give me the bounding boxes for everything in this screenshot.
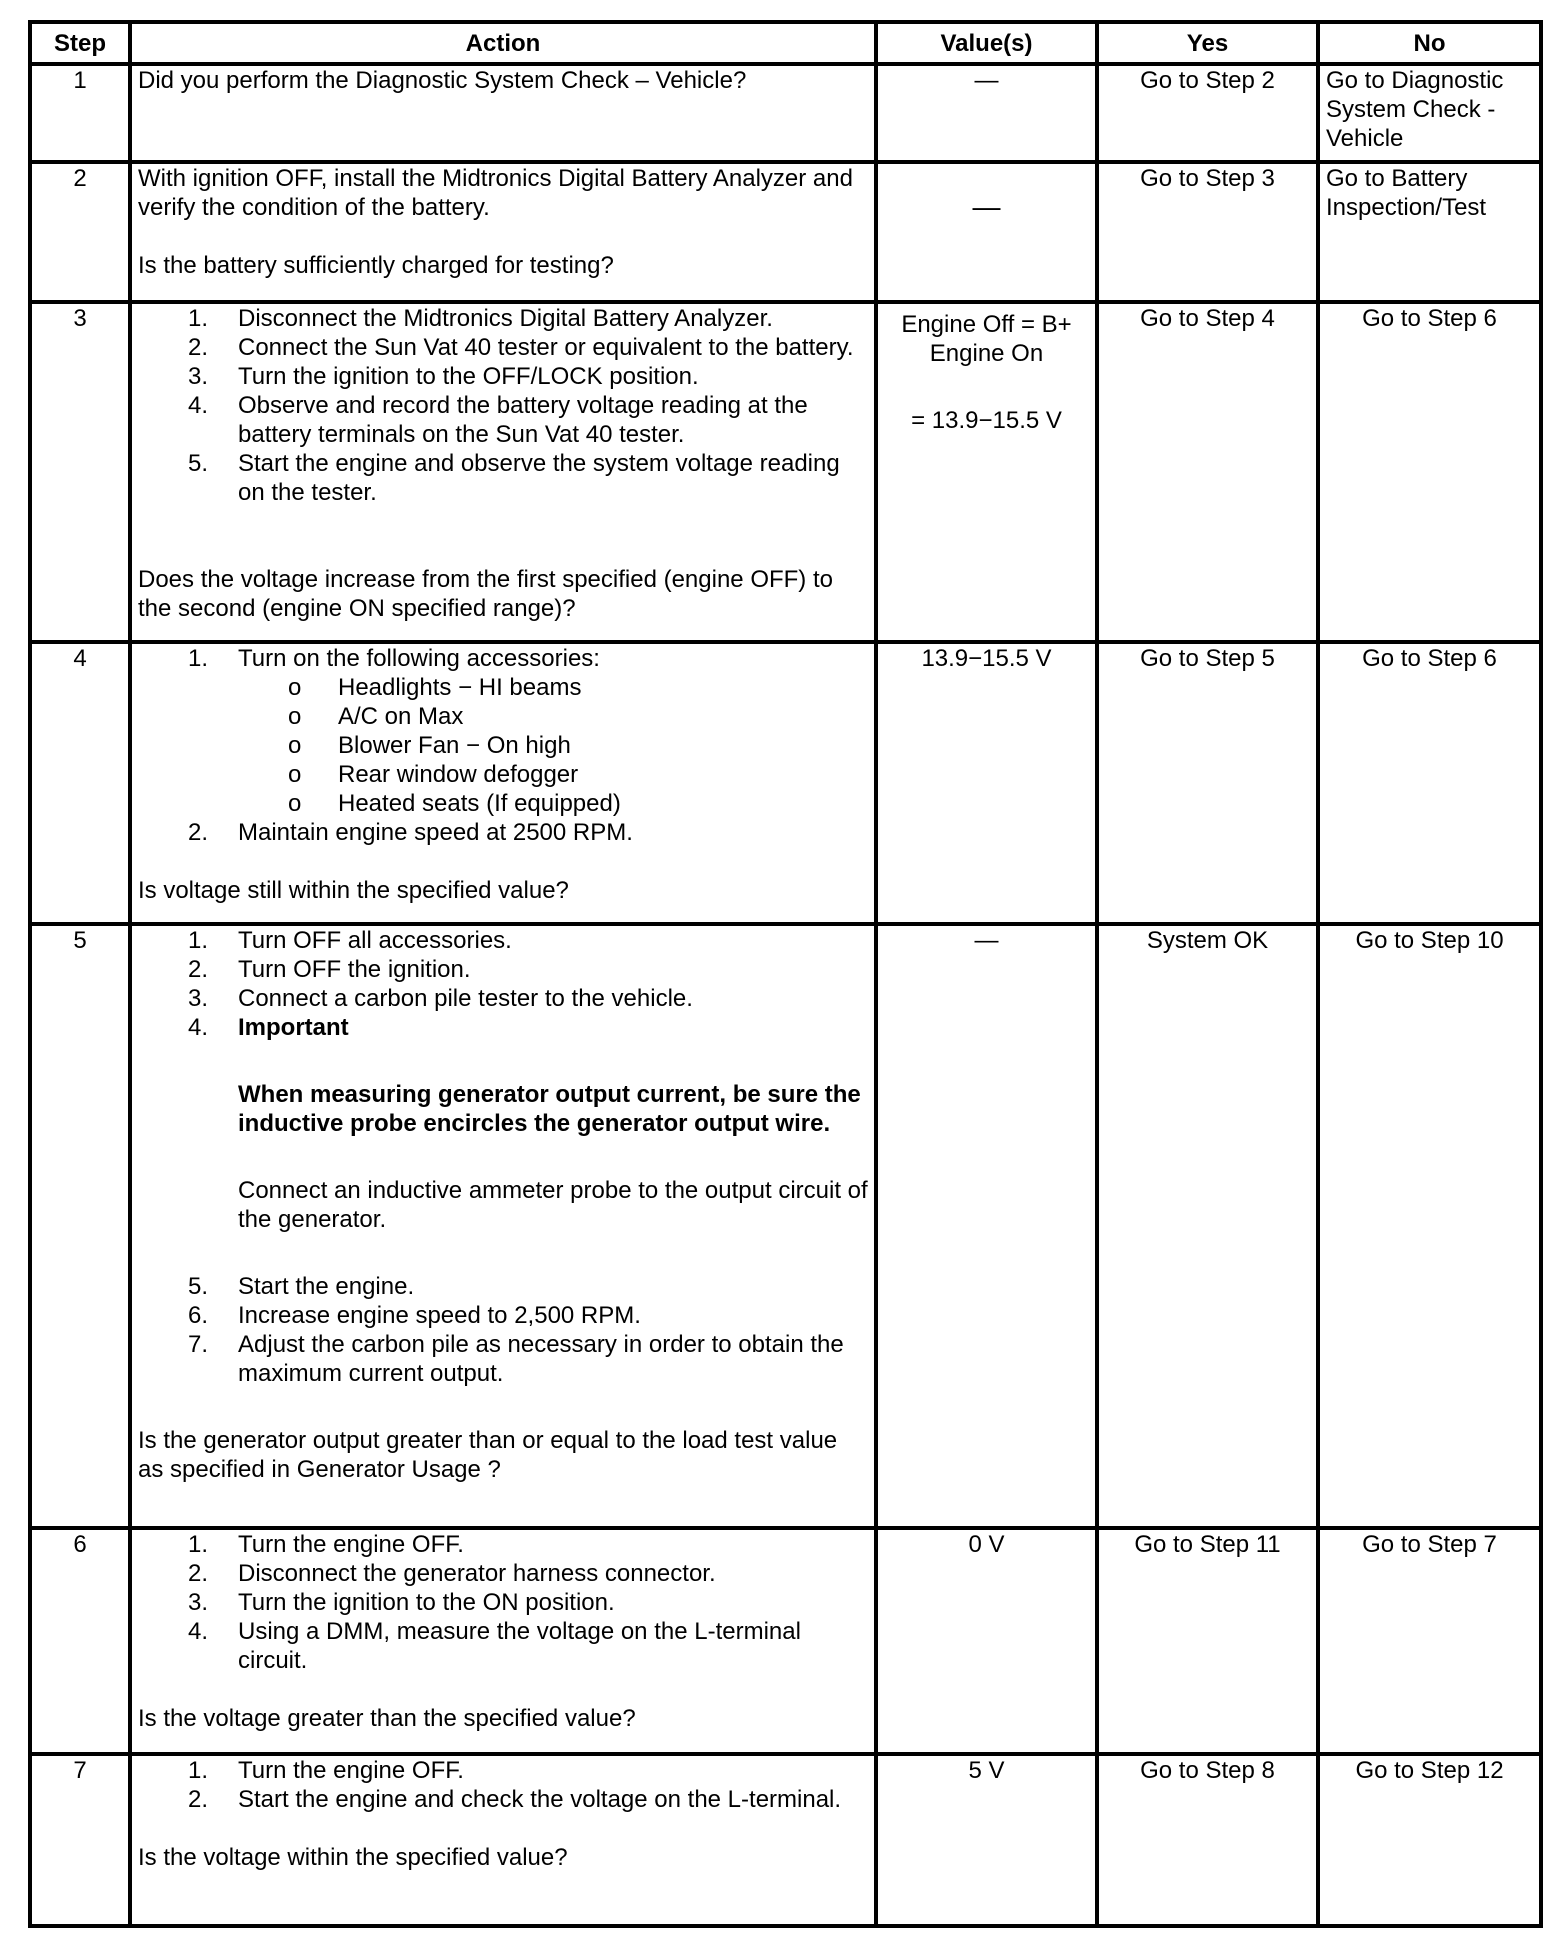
table-row-step-5	[30, 924, 1541, 1528]
action-question: Is the battery sufficiently charged for testing?	[138, 252, 614, 279]
value-line: Engine Off = B+	[901, 311, 1072, 338]
yes-cell: Go to Step 3	[1097, 162, 1318, 302]
action-cell	[130, 1528, 876, 1754]
yes-cell: Go to Step 5	[1097, 642, 1318, 924]
yes-cell: Go to Step 2	[1097, 64, 1318, 162]
list-item: 2. Start the engine and check the voltage on the L-terminal.	[188, 1786, 842, 1813]
yes-cell: System OK	[1097, 924, 1318, 1528]
no-cell: Go to Step 12	[1318, 1754, 1541, 1926]
yes-cell: Go to Step 4	[1097, 302, 1318, 642]
value-line: = 13.9−15.5 V	[911, 407, 1062, 434]
list-item: 4. Using a DMM, measure the voltage on the L-terminal circuit.	[188, 1618, 801, 1674]
list-item: 1. Turn the engine OFF.	[188, 1757, 464, 1784]
table-row-step-4	[30, 642, 1541, 924]
list-item: 2. Connect the Sun Vat 40 tester or equivalent to the battery.	[188, 334, 854, 361]
action-cell	[130, 162, 876, 302]
action-list	[138, 304, 868, 507]
action-text: With ignition OFF, install the Midtronics Digital Battery Analyzer and verify the condition of the battery.	[138, 165, 853, 221]
list-item: 1. Turn the engine OFF.	[188, 1531, 464, 1558]
value-cell: 13.9−15.5 V	[876, 642, 1097, 924]
list-item: 6. Increase engine speed to 2,500 RPM.	[188, 1302, 641, 1329]
action-cell	[130, 1754, 876, 1926]
action-list	[138, 926, 868, 1042]
table-row-step-6	[30, 1528, 1541, 1754]
no-cell: Go to Battery Inspection/Test	[1318, 162, 1541, 302]
important-label: Important	[238, 1014, 349, 1041]
list-item: 1. Turn OFF all accessories.	[188, 927, 512, 954]
important-note: When measuring generator output current, be sure the inductive probe encircles the generator output wire.	[238, 1081, 861, 1137]
action-list	[138, 1272, 868, 1388]
step-number: 1	[30, 64, 130, 162]
header-yes: Yes	[1097, 22, 1318, 64]
action-list	[138, 1530, 868, 1675]
list-item: o Heated seats (If equipped)	[288, 790, 621, 817]
action-question: Is the voltage greater than the specified value?	[138, 1705, 636, 1732]
list-item: 7. Adjust the carbon pile as necessary in order to obtain the maximum current output.	[188, 1331, 844, 1387]
action-question: Does the voltage increase from the first specified (engine OFF) to the second (engine ON specified range)?	[138, 566, 833, 622]
step-number: 7	[30, 1754, 130, 1926]
list-item: 4. Important	[188, 1014, 349, 1041]
action-list	[138, 1756, 868, 1814]
header-row	[30, 22, 1541, 64]
list-item: 3. Connect a carbon pile tester to the vehicle.	[188, 985, 693, 1012]
value-cell: —	[876, 162, 1097, 302]
yes-cell: Go to Step 11	[1097, 1528, 1318, 1754]
table-row-step-3	[30, 302, 1541, 642]
header-step: Step	[30, 22, 130, 64]
list-item: o A/C on Max	[288, 703, 464, 730]
list-item: o Headlights − HI beams	[288, 674, 582, 701]
list-item: 3. Turn the ignition to the ON position.	[188, 1589, 615, 1616]
table-row-step-7	[30, 1754, 1541, 1926]
value-line: Engine On	[929, 340, 1044, 367]
value-cell: 5 V	[876, 1754, 1097, 1926]
list-item: 2. Disconnect the generator harness connector.	[188, 1560, 716, 1587]
action-text: Did you perform the Diagnostic System Check – Vehicle?	[138, 67, 747, 94]
header-no: No	[1318, 22, 1541, 64]
no-cell: Go to Step 10	[1318, 924, 1541, 1528]
accessory-list	[138, 673, 868, 818]
list-item: o Rear window defogger	[288, 761, 579, 788]
action-question: Is the generator output greater than or equal to the load test value as specified in Generator Usage ?	[138, 1427, 838, 1483]
action-cell	[130, 642, 876, 924]
action-question: Is voltage still within the specified value?	[138, 877, 569, 904]
no-cell: Go to Diagnostic System Check - Vehicle	[1318, 64, 1541, 162]
yes-cell: Go to Step 8	[1097, 1754, 1318, 1926]
action-question: Is the voltage within the specified value?	[138, 1844, 568, 1871]
probe-instruction: Connect an inductive ammeter probe to the output circuit of the generator.	[238, 1177, 868, 1233]
action-list	[138, 644, 868, 673]
header-action: Action	[130, 22, 876, 64]
table-row-step-1	[30, 64, 1541, 162]
action-cell	[130, 302, 876, 642]
action-list	[138, 818, 868, 847]
step-number: 4	[30, 642, 130, 924]
value-cell: —	[876, 924, 1097, 1528]
no-cell: Go to Step 6	[1318, 642, 1541, 924]
value-cell	[876, 302, 1097, 642]
list-item: 3. Turn the ignition to the OFF/LOCK position.	[188, 363, 699, 390]
value-cell: 0 V	[876, 1528, 1097, 1754]
list-item: o Blower Fan − On high	[288, 732, 571, 759]
list-item: 5. Start the engine and observe the system voltage reading on the tester.	[188, 450, 840, 506]
action-cell	[130, 64, 876, 162]
value-cell: —	[876, 64, 1097, 162]
no-cell: Go to Step 6	[1318, 302, 1541, 642]
list-item: 2. Turn OFF the ignition.	[188, 956, 471, 983]
list-item: 2. Maintain engine speed at 2500 RPM.	[188, 819, 633, 846]
step-number: 2	[30, 162, 130, 302]
header-values: Value(s)	[876, 22, 1097, 64]
table-row-step-2	[30, 162, 1541, 302]
list-item: 5. Start the engine.	[188, 1273, 415, 1300]
list-item: 1. Turn on the following accessories:	[188, 645, 600, 672]
step-number: 6	[30, 1528, 130, 1754]
diagnostic-table	[28, 20, 1543, 1928]
step-number: 3	[30, 302, 130, 642]
no-cell: Go to Step 7	[1318, 1528, 1541, 1754]
step-number: 5	[30, 924, 130, 1528]
list-item: 1. Disconnect the Midtronics Digital Battery Analyzer.	[188, 305, 773, 332]
action-cell	[130, 924, 876, 1528]
list-item: 4. Observe and record the battery voltage reading at the battery terminals on the Sun Vat 40 tester.	[188, 392, 808, 448]
